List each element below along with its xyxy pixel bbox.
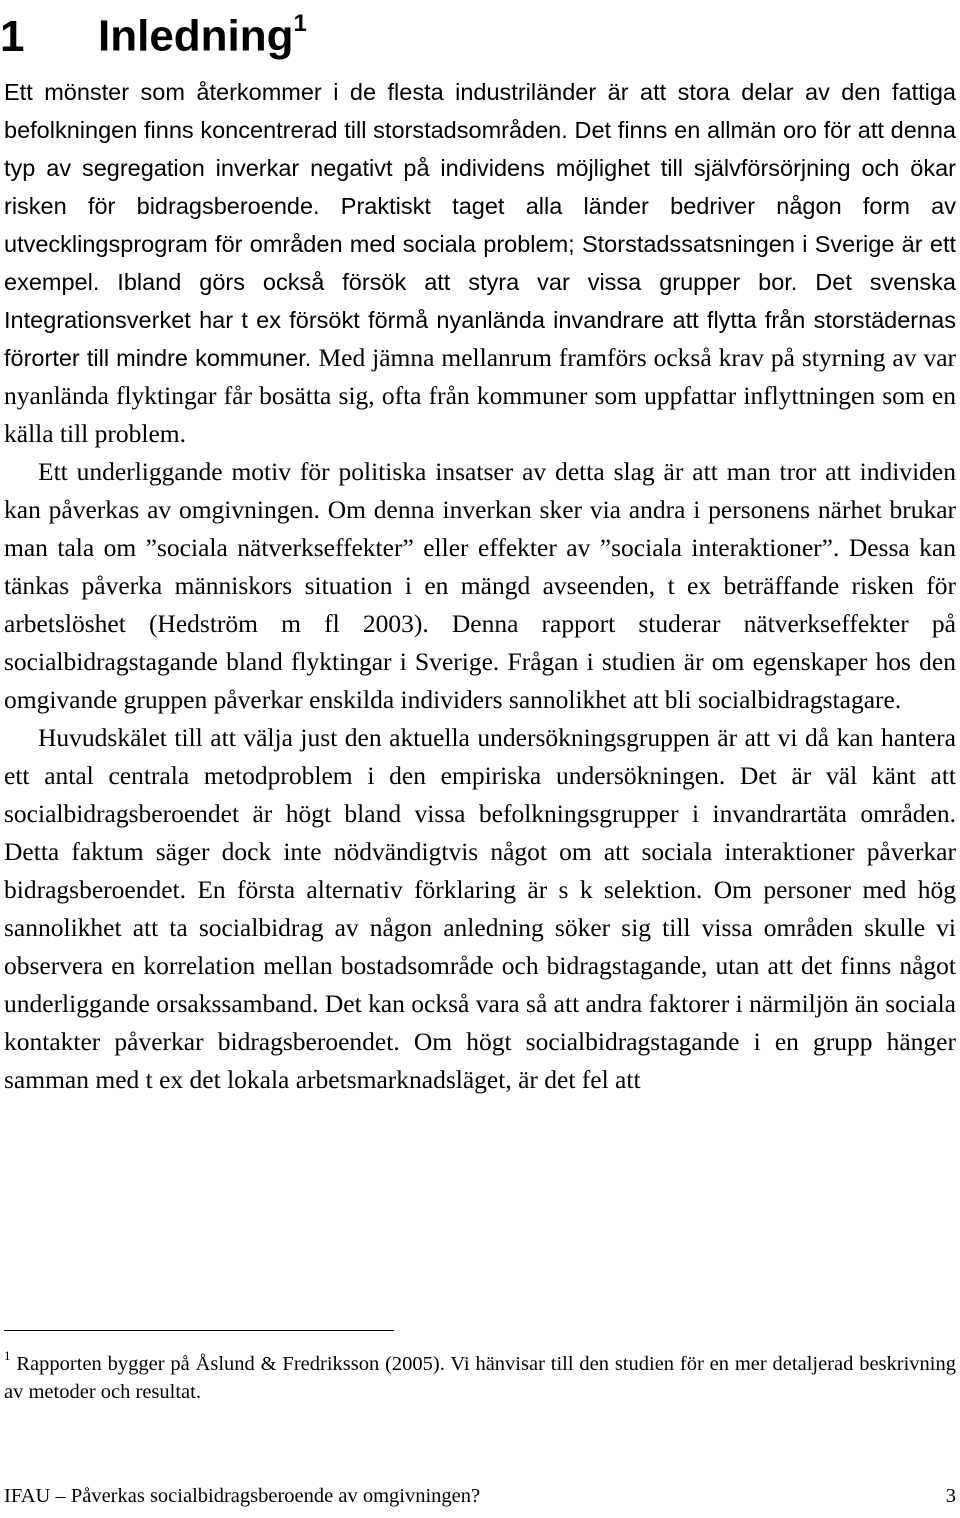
- chapter-title: Inledning: [98, 11, 294, 61]
- paragraph-1: [4, 73, 956, 453]
- chapter-heading: [0, 0, 307, 65]
- footnote-reference[interactable]: 1: [293, 10, 307, 37]
- paragraph-3: Huvudskälet till att välja just den aktuella undersökningsgruppen är att vi då kan hantera ett antal centrala metodproblem i den empiriska undersökningen. Det är väl känt att socialbidragsberoendet är högt bland vissa befolkningsgrupper i invandrartäta områden. Detta faktum säger dock inte nödvändigtvis något om att sociala interaktioner påverkar bidragsberoendet. En första alternativ förklaring är s k selektion. Om personer med hög sannolikhet att ta socialbidrag av någon anledning söker sig till vissa områden skulle vi observera en korrelation mellan bostadsområde och bidragstagande, utan att det finns något underliggande orsakssamband. Det kan också vara så att andra faktorer i närmiljön än sociala kontakter påverkar bidragsberoendet. Om högt socialbidragstagande i en grupp hänger samman med t ex det lokala arbetsmarknadsläget, är det fel att: [4, 723, 956, 1094]
- page-number: 3: [945, 1485, 956, 1507]
- chapter-number: 1: [0, 11, 25, 61]
- footnote-text: Rapporten bygger på Åslund & Fredriksson (2005). Vi hänvisar till den studien för en mer detaljerad beskrivning av metoder och resultat.: [4, 1352, 956, 1403]
- footnote-separator: [4, 1330, 394, 1331]
- page-footer: [4, 1482, 956, 1510]
- paragraph-2: Ett underliggande motiv för politiska insatser av detta slag är att man tror att individen kan påverkas av omgivningen. Om denna inverkan sker via andra i personens närhet brukar man tala om ”sociala nätverkseffekter” eller effekter av ”sociala interaktioner”. Dessa kan tänkas påverka människors situation i en mängd avseenden, t ex beträffande risken för arbetslöshet (Hedström m fl 2003). Denna rapport studerar nätverkseffekter på socialbidragstagande bland flyktingar i Sverige. Frågan i studien är om egenskaper hos den omgivande gruppen påverkar enskilda individers sannolikhet att bli socialbidragstagare.: [4, 457, 956, 714]
- footnote: [4, 1344, 956, 1406]
- running-title: IFAU – Påverkas socialbidragsberoende av omgivningen?: [4, 1485, 481, 1507]
- body-text: [4, 73, 956, 1099]
- paragraph-1-text: Ett mönster som återkommer i de flesta industriländer är att stora delar av den fattiga befolkningen finns koncentrerad till storstadsområden. Det finns en allmän oro för att denna typ av segregation inverkar negativt på individens möjlighet till självförsörjning och ökar risken för bidragsberoende. Praktiskt taget alla länder bedriver någon form av utvecklingsprogram för områden med sociala problem; Storstadssatsningen i Sverige är ett exempel. Ibland görs också försök att styra var vissa grupper bor. Det svenska Integrationsverket har t ex försökt förmå nyanlända invandrare att flytta från storstädernas förorter till mindre kommuner.: [4, 79, 956, 371]
- paragraph-1-tail: Med jämna mellanrum framförs också krav på styrning av var nyanlända flyktingar får bosätta sig, ofta från kommuner som uppfattar inflyttningen som en källa till problem.: [4, 343, 956, 448]
- footnote-marker: 1: [4, 1348, 11, 1363]
